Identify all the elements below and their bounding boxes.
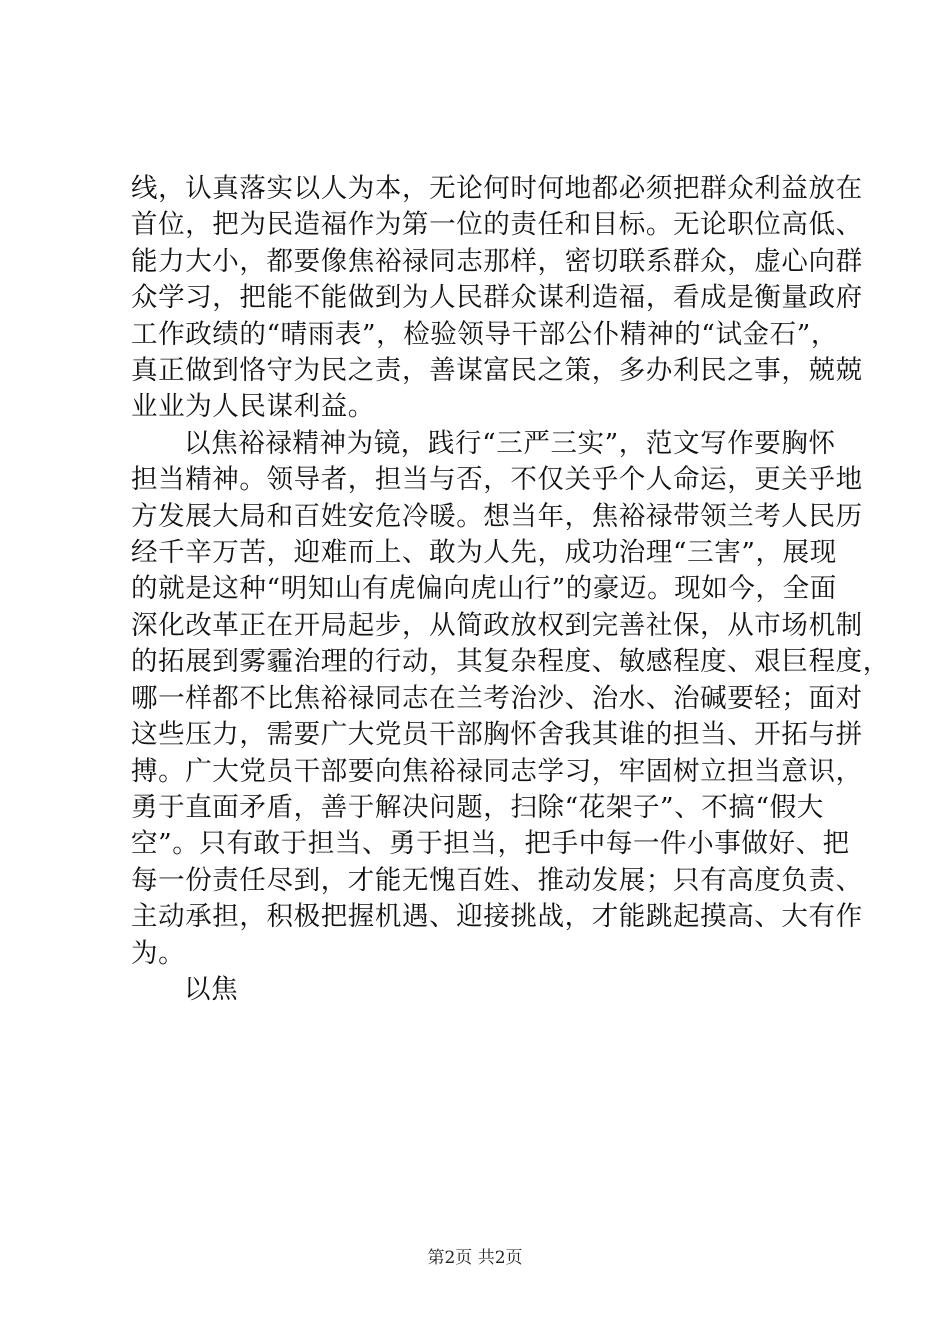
text-line: 首位，把为民造福作为第一位的责任和目标。无论职位高低、 (131, 209, 863, 241)
text-line: 业业为人民谋利益。 (131, 391, 375, 423)
text-line: 工作政绩的“晴雨表”，检验领导干部公仆精神的“试金石”， (131, 318, 838, 350)
text-line: 每一份责任尽到，才能无愧百姓、推动发展；只有高度负责、 (131, 864, 863, 896)
text-line: 能力大小，都要像焦裕禄同志那样，密切联系群众，虚心向群 (131, 245, 863, 277)
text-line: 搏。广大党员干部要向焦裕禄同志学习，牢固树立担当意识， (131, 755, 863, 787)
page-number-footer: 第2页 共2页 (427, 1248, 523, 1268)
paragraph-1 (131, 171, 863, 426)
text-line: 以焦 (184, 973, 239, 1005)
text-line: 的拓展到雾霾治理的行动，其复杂程度、敏感程度、艰巨程度， (131, 646, 890, 678)
text-line: 深化改革正在开局起步，从简政放权到完善社保，从市场机制 (131, 609, 863, 641)
text-line: 担当精神。领导者，担当与否，不仅关乎个人命运，更关乎地 (131, 464, 863, 496)
text-line: 线，认真落实以人为本，无论何时何地都必须把群众利益放在 (131, 173, 863, 204)
text-line: 为。 (131, 937, 186, 969)
text-line: 空”。只有敢于担当、勇于担当，把手中每一件小事做好、把 (131, 828, 850, 860)
paragraph-3 (131, 972, 851, 1008)
document-body (131, 171, 890, 1008)
text-line: 的就是这种“明知山有虎偏向虎山行”的豪迈。现如今，全面 (131, 573, 837, 605)
text-line: 众学习，把能不能做到为人民群众谋利造福，看成是衡量政府 (131, 282, 863, 314)
text-line: 哪一样都不比焦裕禄同志在兰考治沙、治水、治碱要轻；面对 (131, 682, 863, 714)
text-line: 方发展大局和百姓安危冷暖。想当年，焦裕禄带领兰考人民历 (131, 500, 863, 532)
text-line: 这些压力，需要广大党员干部胸怀舍我其谁的担当、开拓与拼 (131, 719, 863, 751)
text-line: 勇于直面矛盾，善于解决问题，扫除“花架子”、不搞“假大 (131, 791, 824, 823)
text-line: 经千辛万苦，迎难而上、敢为人先，成功治理“三害”，展现 (131, 537, 837, 569)
text-line: 以焦裕禄精神为镜，践行“三严三实”，范文写作要胸怀 (184, 427, 836, 459)
text-line: 主动承担，积极把握机遇、迎接挑战，才能跳起摸高、大有作 (131, 901, 863, 933)
text-line: 真正做到恪守为民之责，善谋富民之策，多办利民之事，兢兢 (131, 355, 863, 387)
paragraph-2 (131, 426, 890, 972)
